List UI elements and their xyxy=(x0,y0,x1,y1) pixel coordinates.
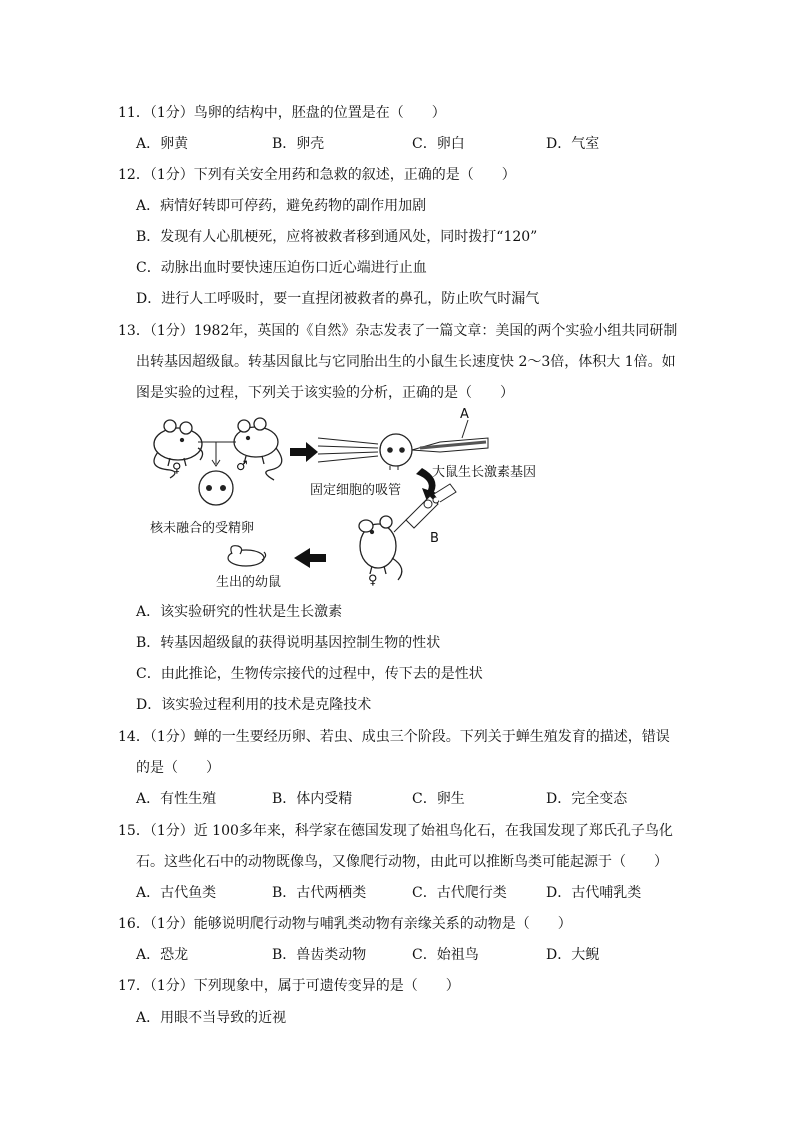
q13-option-b: B．转基因超级鼠的获得说明基因控制生物的性状 xyxy=(136,635,441,651)
fertilized-egg-icon xyxy=(199,471,233,505)
q13-option-d: D．该实验过程利用的技术是克隆技术 xyxy=(136,697,372,713)
q12-option-d: D．进行人工呼吸时，要一直捏闭被救者的鼻孔，防止吹气时漏气 xyxy=(136,291,540,307)
q14-option-d: D．完全变态 xyxy=(546,791,628,807)
q16-option-d: D．大鲵 xyxy=(546,947,600,963)
q11-option-d: D．气室 xyxy=(546,136,600,152)
pipette-icon xyxy=(318,438,378,462)
pointer-line-a xyxy=(462,420,468,438)
caption-egg: 核未融合的受精卵 xyxy=(150,521,255,536)
q14-option-b: B．体内受精 xyxy=(272,791,353,807)
caption-offspring: 生出的幼鼠 xyxy=(216,575,282,590)
q11-option-b: B．卵壳 xyxy=(272,136,325,152)
egg-in-pipette-icon xyxy=(380,434,412,466)
q12-option-c: C．动脉出血时要快速压迫伤口近心端进行止血 xyxy=(136,260,427,276)
mating-connector xyxy=(198,442,236,466)
q15-option-b: B．古代两栖类 xyxy=(272,885,367,901)
q12-stem: 12．（1分）下列有关安全用药和急救的叙述，正确的是（ ） xyxy=(118,167,516,183)
offspring-mouse-icon xyxy=(228,546,266,566)
q13-option-c: C．由此推论，生物传宗接代的过程中，传下去的是性状 xyxy=(136,666,483,682)
q15-option-c: C．古代爬行类 xyxy=(412,885,507,901)
arrow-right-icon xyxy=(290,442,318,462)
q13-stem-line-2: 出转基因超级鼠。转基因鼠比与它同胎出生的小鼠生长速度快 2～3倍，体积大 1倍。如 xyxy=(136,354,676,370)
q15-stem-line-1: 15．（1分）近 100多年来，科学家在德国发现了始祖鸟化石，在我国发现了郑氏孔子鸟化 xyxy=(118,823,673,839)
arrow-left-icon xyxy=(294,548,326,568)
q14-option-a: A．有性生殖 xyxy=(136,791,217,807)
q11-stem: 11．（1分）鸟卵的结构中，胚盘的位置是在（ ） xyxy=(118,105,446,121)
female-symbol: ♀ xyxy=(172,461,182,476)
q12-option-b: B．发现有人心肌梗死，应将被救者移到通风处，同时拨打“120” xyxy=(136,229,538,245)
q11-option-a: A．卵黄 xyxy=(136,136,189,152)
q15-option-a: A．古代鱼类 xyxy=(136,885,217,901)
female-symbol-b: ♀ xyxy=(368,573,378,588)
recipient-mouse-icon xyxy=(359,516,402,580)
q11-option-c: C．卵白 xyxy=(412,136,465,152)
q17-stem: 17．（1分）下列现象中，属于可遗传变异的是（ ） xyxy=(118,978,460,994)
caption-pipette: 固定细胞的吸管 xyxy=(310,483,402,498)
q16-stem: 16．（1分）能够说明爬行动物与哺乳类动物有亲缘关系的动物是（ ） xyxy=(118,916,572,932)
q15-stem-line-2: 石。这些化石中的动物既像鸟，又像爬行动物，由此可以推断鸟类可能起源于（ ） xyxy=(136,854,668,870)
q15-option-d: D．古代哺乳类 xyxy=(546,885,642,901)
q14-option-c: C．卵生 xyxy=(412,791,465,807)
q17-option-a: A．用眼不当导致的近视 xyxy=(136,1010,287,1026)
male-symbol: ♂ xyxy=(236,459,248,474)
q16-option-b: B．兽齿类动物 xyxy=(272,947,367,963)
label-b: B xyxy=(430,531,439,546)
q14-stem-line-1: 14．（1分）蝉的一生要经历卵、若虫、成虫三个阶段。下列关于蝉生殖发育的描述，错误 xyxy=(118,729,670,745)
q13-stem-line-3: 图是实验的过程，下列关于该实验的分析，正确的是（ ） xyxy=(136,385,514,401)
caption-gene: 大鼠生长激素基因 xyxy=(432,465,537,480)
q16-option-a: A．恐龙 xyxy=(136,947,189,963)
q13-option-a: A．该实验研究的性状是生长激素 xyxy=(136,604,343,620)
q14-stem-line-2: 的是（ ） xyxy=(136,760,220,776)
transgenic-mouse-diagram xyxy=(140,408,580,593)
injection-needle-icon xyxy=(412,438,488,452)
q16-option-c: C．始祖鸟 xyxy=(412,947,479,963)
q12-option-a: A．病情好转即可停药，避免药物的副作用加剧 xyxy=(136,198,427,214)
label-a: A xyxy=(460,408,469,422)
q13-stem-line-1: 13．（1分）1982年，英国的《自然》杂志发表了一篇文章：美国的两个实验小组共同研制 xyxy=(118,323,678,339)
